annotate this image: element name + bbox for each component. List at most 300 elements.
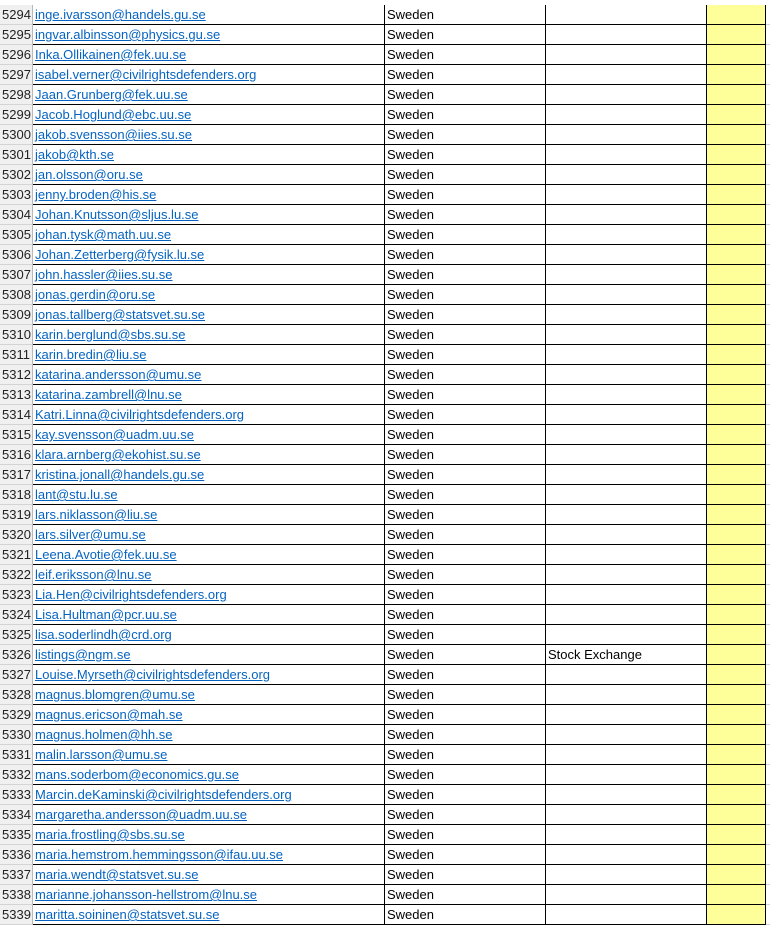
email-link-cell[interactable]: klara.arnberg@ekohist.su.se <box>33 445 385 465</box>
category-cell[interactable] <box>546 225 707 245</box>
category-cell[interactable] <box>546 445 707 465</box>
email-link-cell[interactable]: jakob.svensson@iies.su.se <box>33 125 385 145</box>
email-link-cell[interactable]: malin.larsson@umu.se <box>33 745 385 765</box>
country-cell[interactable]: Sweden <box>385 785 546 805</box>
highlighted-cell[interactable] <box>707 125 766 145</box>
email-link-cell[interactable]: Johan.Knutsson@sljus.lu.se <box>33 205 385 225</box>
row-number-header[interactable]: 5334 <box>0 805 33 825</box>
table-row <box>0 605 770 625</box>
table-row <box>0 165 770 185</box>
category-cell[interactable] <box>546 325 707 345</box>
country-cell[interactable]: Sweden <box>385 125 546 145</box>
next-column-cell[interactable] <box>766 785 770 805</box>
next-column-cell[interactable] <box>766 265 770 285</box>
country-cell[interactable]: Sweden <box>385 645 546 665</box>
table-row <box>0 225 770 245</box>
row-number-header[interactable]: 5318 <box>0 485 33 505</box>
country-cell[interactable]: Sweden <box>385 625 546 645</box>
highlighted-cell[interactable] <box>707 385 766 405</box>
category-cell[interactable] <box>546 385 707 405</box>
category-cell[interactable] <box>546 185 707 205</box>
country-cell[interactable]: Sweden <box>385 265 546 285</box>
next-column-cell[interactable] <box>766 225 770 245</box>
row-number-header[interactable]: 5312 <box>0 365 33 385</box>
next-column-cell[interactable] <box>766 45 770 65</box>
email-link-cell[interactable]: karin.berglund@sbs.su.se <box>33 325 385 345</box>
next-column-cell[interactable] <box>766 585 770 605</box>
highlighted-cell[interactable] <box>707 805 766 825</box>
next-column-cell[interactable] <box>766 465 770 485</box>
row-number-header[interactable]: 5338 <box>0 885 33 905</box>
row-number-header[interactable]: 5294 <box>0 5 33 25</box>
row-number-header[interactable]: 5320 <box>0 525 33 545</box>
email-link-cell[interactable]: katarina.zambrell@lnu.se <box>33 385 385 405</box>
category-cell[interactable] <box>546 685 707 705</box>
next-column-cell[interactable] <box>766 325 770 345</box>
category-cell[interactable] <box>546 825 707 845</box>
category-cell[interactable]: Stock Exchange <box>546 645 707 665</box>
category-cell[interactable] <box>546 805 707 825</box>
next-column-cell[interactable] <box>766 65 770 85</box>
highlighted-cell[interactable] <box>707 785 766 805</box>
next-column-cell[interactable] <box>766 285 770 305</box>
table-row <box>0 765 770 785</box>
email-link-cell[interactable]: magnus.ericson@mah.se <box>33 705 385 725</box>
highlighted-cell[interactable] <box>707 45 766 65</box>
category-cell[interactable] <box>546 245 707 265</box>
highlighted-cell[interactable] <box>707 225 766 245</box>
email-link-cell[interactable]: kay.svensson@uadm.uu.se <box>33 425 385 445</box>
table-row <box>0 785 770 805</box>
country-cell[interactable]: Sweden <box>385 725 546 745</box>
highlighted-cell[interactable] <box>707 465 766 485</box>
table-row <box>0 845 770 865</box>
category-cell[interactable] <box>546 425 707 445</box>
next-column-cell[interactable] <box>766 205 770 225</box>
email-link-cell[interactable]: lant@stu.lu.se <box>33 485 385 505</box>
country-cell[interactable]: Sweden <box>385 565 546 585</box>
row-number-header[interactable]: 5329 <box>0 705 33 725</box>
category-cell[interactable] <box>546 65 707 85</box>
row-number-header[interactable]: 5314 <box>0 405 33 425</box>
next-column-cell[interactable] <box>766 5 770 25</box>
next-column-cell[interactable] <box>766 505 770 525</box>
next-column-cell[interactable] <box>766 385 770 405</box>
table-row <box>0 125 770 145</box>
category-cell[interactable] <box>546 125 707 145</box>
email-link-cell[interactable]: listings@ngm.se <box>33 645 385 665</box>
email-link-cell[interactable]: isabel.verner@civilrightsdefenders.org <box>33 65 385 85</box>
country-cell[interactable]: Sweden <box>385 185 546 205</box>
row-number-header[interactable]: 5295 <box>0 25 33 45</box>
row-number-header[interactable]: 5317 <box>0 465 33 485</box>
highlighted-cell[interactable] <box>707 5 766 25</box>
table-row <box>0 405 770 425</box>
highlighted-cell[interactable] <box>707 725 766 745</box>
row-number-header[interactable]: 5319 <box>0 505 33 525</box>
row-number-header[interactable]: 5297 <box>0 65 33 85</box>
next-column-cell[interactable] <box>766 405 770 425</box>
email-link-cell[interactable]: leif.eriksson@lnu.se <box>33 565 385 585</box>
category-cell[interactable] <box>546 565 707 585</box>
row-number-header[interactable]: 5309 <box>0 305 33 325</box>
country-cell[interactable]: Sweden <box>385 585 546 605</box>
table-row <box>0 485 770 505</box>
next-column-cell[interactable] <box>766 125 770 145</box>
email-link-cell[interactable]: inge.ivarsson@handels.gu.se <box>33 5 385 25</box>
table-row <box>0 425 770 445</box>
email-link-cell[interactable]: jakob@kth.se <box>33 145 385 165</box>
country-cell[interactable]: Sweden <box>385 285 546 305</box>
next-column-cell[interactable] <box>766 105 770 125</box>
email-link-cell[interactable]: mans.soderbom@economics.gu.se <box>33 765 385 785</box>
email-link-cell[interactable]: maritta.soininen@statsvet.su.se <box>33 905 385 925</box>
category-cell[interactable] <box>546 745 707 765</box>
country-cell[interactable]: Sweden <box>385 245 546 265</box>
country-cell[interactable]: Sweden <box>385 345 546 365</box>
category-cell[interactable] <box>546 705 707 725</box>
category-cell[interactable] <box>546 545 707 565</box>
highlighted-cell[interactable] <box>707 545 766 565</box>
row-number-header[interactable]: 5336 <box>0 845 33 865</box>
category-cell[interactable] <box>546 365 707 385</box>
category-cell[interactable] <box>546 105 707 125</box>
category-cell[interactable] <box>546 885 707 905</box>
country-cell[interactable]: Sweden <box>385 5 546 25</box>
next-column-cell[interactable] <box>766 545 770 565</box>
email-link-cell[interactable]: john.hassler@iies.su.se <box>33 265 385 285</box>
row-number-header[interactable]: 5310 <box>0 325 33 345</box>
country-cell[interactable]: Sweden <box>385 845 546 865</box>
row-number-header[interactable]: 5316 <box>0 445 33 465</box>
category-cell[interactable] <box>546 5 707 25</box>
email-link-cell[interactable]: jonas.tallberg@statsvet.su.se <box>33 305 385 325</box>
category-cell[interactable] <box>546 625 707 645</box>
email-link-cell[interactable]: Louise.Myrseth@civilrightsdefenders.org <box>33 665 385 685</box>
country-cell[interactable]: Sweden <box>385 765 546 785</box>
row-number-header[interactable]: 5331 <box>0 745 33 765</box>
email-link-cell[interactable]: lars.niklasson@liu.se <box>33 505 385 525</box>
row-number-header[interactable]: 5325 <box>0 625 33 645</box>
country-cell[interactable]: Sweden <box>385 685 546 705</box>
table-row <box>0 385 770 405</box>
highlighted-cell[interactable] <box>707 685 766 705</box>
category-cell[interactable] <box>546 45 707 65</box>
country-cell[interactable]: Sweden <box>385 45 546 65</box>
email-link-cell[interactable]: kristina.jonall@handels.gu.se <box>33 465 385 485</box>
next-column-cell[interactable] <box>766 145 770 165</box>
next-column-cell[interactable] <box>766 765 770 785</box>
table-row <box>0 905 770 925</box>
table-row <box>0 325 770 345</box>
next-column-cell[interactable] <box>766 825 770 845</box>
email-link-cell[interactable]: Lia.Hen@civilrightsdefenders.org <box>33 585 385 605</box>
next-column-cell[interactable] <box>766 625 770 645</box>
highlighted-cell[interactable] <box>707 445 766 465</box>
next-column-cell[interactable] <box>766 805 770 825</box>
table-row <box>0 545 770 565</box>
highlighted-cell[interactable] <box>707 505 766 525</box>
next-column-cell[interactable] <box>766 665 770 685</box>
next-column-cell[interactable] <box>766 85 770 105</box>
category-cell[interactable] <box>546 485 707 505</box>
category-cell[interactable] <box>546 205 707 225</box>
country-cell[interactable]: Sweden <box>385 105 546 125</box>
email-link-cell[interactable]: katarina.andersson@umu.se <box>33 365 385 385</box>
next-column-cell[interactable] <box>766 245 770 265</box>
row-number-header[interactable]: 5305 <box>0 225 33 245</box>
highlighted-cell[interactable] <box>707 345 766 365</box>
highlighted-cell[interactable] <box>707 205 766 225</box>
row-number-header[interactable]: 5326 <box>0 645 33 665</box>
category-cell[interactable] <box>546 865 707 885</box>
email-link-cell[interactable]: Inka.Ollikainen@fek.uu.se <box>33 45 385 65</box>
next-column-cell[interactable] <box>766 525 770 545</box>
row-number-header[interactable]: 5335 <box>0 825 33 845</box>
highlighted-cell[interactable] <box>707 265 766 285</box>
row-number-header[interactable]: 5313 <box>0 385 33 405</box>
highlighted-cell[interactable] <box>707 665 766 685</box>
highlighted-cell[interactable] <box>707 765 766 785</box>
table-row <box>0 65 770 85</box>
next-column-cell[interactable] <box>766 705 770 725</box>
email-link-cell[interactable]: maria.hemstrom.hemmingsson@ifau.uu.se <box>33 845 385 865</box>
email-link-cell[interactable]: lars.silver@umu.se <box>33 525 385 545</box>
row-number-header[interactable]: 5315 <box>0 425 33 445</box>
highlighted-cell[interactable] <box>707 405 766 425</box>
country-cell[interactable]: Sweden <box>385 805 546 825</box>
country-cell[interactable]: Sweden <box>385 165 546 185</box>
highlighted-cell[interactable] <box>707 865 766 885</box>
category-cell[interactable] <box>546 785 707 805</box>
highlighted-cell[interactable] <box>707 705 766 725</box>
category-cell[interactable] <box>546 265 707 285</box>
email-link-cell[interactable]: margaretha.andersson@uadm.uu.se <box>33 805 385 825</box>
table-row <box>0 245 770 265</box>
email-link-cell[interactable]: maria.frostling@sbs.su.se <box>33 825 385 845</box>
row-number-header[interactable]: 5302 <box>0 165 33 185</box>
category-cell[interactable] <box>546 905 707 925</box>
highlighted-cell[interactable] <box>707 485 766 505</box>
category-cell[interactable] <box>546 525 707 545</box>
email-link-cell[interactable]: ingvar.albinsson@physics.gu.se <box>33 25 385 45</box>
category-cell[interactable] <box>546 765 707 785</box>
next-column-cell[interactable] <box>766 905 770 925</box>
country-cell[interactable]: Sweden <box>385 425 546 445</box>
table-row <box>0 805 770 825</box>
table-row <box>0 865 770 885</box>
country-cell[interactable]: Sweden <box>385 25 546 45</box>
email-link-cell[interactable]: Lisa.Hultman@pcr.uu.se <box>33 605 385 625</box>
email-link-cell[interactable]: maria.wendt@statsvet.su.se <box>33 865 385 885</box>
highlighted-cell[interactable] <box>707 305 766 325</box>
row-number-header[interactable]: 5330 <box>0 725 33 745</box>
highlighted-cell[interactable] <box>707 285 766 305</box>
next-column-cell[interactable] <box>766 365 770 385</box>
next-column-cell[interactable] <box>766 25 770 45</box>
next-column-cell[interactable] <box>766 725 770 745</box>
email-link-cell[interactable]: karin.bredin@liu.se <box>33 345 385 365</box>
category-cell[interactable] <box>546 165 707 185</box>
category-cell[interactable] <box>546 845 707 865</box>
country-cell[interactable]: Sweden <box>385 145 546 165</box>
category-cell[interactable] <box>546 85 707 105</box>
country-cell[interactable]: Sweden <box>385 65 546 85</box>
row-number-header[interactable]: 5324 <box>0 605 33 625</box>
row-number-header[interactable]: 5303 <box>0 185 33 205</box>
country-cell[interactable]: Sweden <box>385 745 546 765</box>
row-number-header[interactable]: 5321 <box>0 545 33 565</box>
country-cell[interactable]: Sweden <box>385 465 546 485</box>
next-column-cell[interactable] <box>766 305 770 325</box>
row-number-header[interactable]: 5328 <box>0 685 33 705</box>
next-column-cell[interactable] <box>766 845 770 865</box>
row-number-header[interactable]: 5322 <box>0 565 33 585</box>
highlighted-cell[interactable] <box>707 165 766 185</box>
email-link-cell[interactable]: Leena.Avotie@fek.uu.se <box>33 545 385 565</box>
table-row <box>0 265 770 285</box>
country-cell[interactable]: Sweden <box>385 505 546 525</box>
country-cell[interactable]: Sweden <box>385 705 546 725</box>
row-number-header[interactable]: 5323 <box>0 585 33 605</box>
email-link-cell[interactable]: lisa.soderlindh@crd.org <box>33 625 385 645</box>
highlighted-cell[interactable] <box>707 365 766 385</box>
highlighted-cell[interactable] <box>707 845 766 865</box>
email-link-cell[interactable]: Jacob.Hoglund@ebc.uu.se <box>33 105 385 125</box>
country-cell[interactable]: Sweden <box>385 85 546 105</box>
category-cell[interactable] <box>546 25 707 45</box>
category-cell[interactable] <box>546 605 707 625</box>
country-cell[interactable]: Sweden <box>385 205 546 225</box>
category-cell[interactable] <box>546 505 707 525</box>
email-link-cell[interactable]: Jaan.Grunberg@fek.uu.se <box>33 85 385 105</box>
row-number-header[interactable]: 5298 <box>0 85 33 105</box>
country-cell[interactable]: Sweden <box>385 325 546 345</box>
highlighted-cell[interactable] <box>707 25 766 45</box>
next-column-cell[interactable] <box>766 685 770 705</box>
row-number-header[interactable]: 5304 <box>0 205 33 225</box>
category-cell[interactable] <box>546 405 707 425</box>
highlighted-cell[interactable] <box>707 905 766 925</box>
highlighted-cell[interactable] <box>707 745 766 765</box>
country-cell[interactable]: Sweden <box>385 605 546 625</box>
next-column-cell[interactable] <box>766 165 770 185</box>
country-cell[interactable]: Sweden <box>385 865 546 885</box>
category-cell[interactable] <box>546 725 707 745</box>
email-link-cell[interactable]: Marcin.deKaminski@civilrightsdefenders.org <box>33 785 385 805</box>
row-number-header[interactable]: 5339 <box>0 905 33 925</box>
row-number-header[interactable]: 5307 <box>0 265 33 285</box>
country-cell[interactable]: Sweden <box>385 885 546 905</box>
email-link-cell[interactable]: Johan.Zetterberg@fysik.lu.se <box>33 245 385 265</box>
highlighted-cell[interactable] <box>707 325 766 345</box>
row-number-header[interactable]: 5296 <box>0 45 33 65</box>
highlighted-cell[interactable] <box>707 645 766 665</box>
next-column-cell[interactable] <box>766 445 770 465</box>
highlighted-cell[interactable] <box>707 185 766 205</box>
row-number-header[interactable]: 5311 <box>0 345 33 365</box>
next-column-cell[interactable] <box>766 605 770 625</box>
row-number-header[interactable]: 5301 <box>0 145 33 165</box>
country-cell[interactable]: Sweden <box>385 385 546 405</box>
email-link-cell[interactable]: Katri.Linna@civilrightsdefenders.org <box>33 405 385 425</box>
highlighted-cell[interactable] <box>707 65 766 85</box>
highlighted-cell[interactable] <box>707 885 766 905</box>
category-cell[interactable] <box>546 145 707 165</box>
row-number-header[interactable]: 5327 <box>0 665 33 685</box>
category-cell[interactable] <box>546 585 707 605</box>
next-column-cell[interactable] <box>766 645 770 665</box>
next-column-cell[interactable] <box>766 745 770 765</box>
country-cell[interactable]: Sweden <box>385 225 546 245</box>
row-number-header[interactable]: 5333 <box>0 785 33 805</box>
next-column-cell[interactable] <box>766 865 770 885</box>
email-link-cell[interactable]: marianne.johansson-hellstrom@lnu.se <box>33 885 385 905</box>
row-number-header[interactable]: 5306 <box>0 245 33 265</box>
country-cell[interactable]: Sweden <box>385 305 546 325</box>
category-cell[interactable] <box>546 465 707 485</box>
next-column-cell[interactable] <box>766 345 770 365</box>
next-column-cell[interactable] <box>766 185 770 205</box>
highlighted-cell[interactable] <box>707 825 766 845</box>
table-row <box>0 285 770 305</box>
highlighted-cell[interactable] <box>707 85 766 105</box>
highlighted-cell[interactable] <box>707 565 766 585</box>
email-link-cell[interactable]: johan.tysk@math.uu.se <box>33 225 385 245</box>
next-column-cell[interactable] <box>766 425 770 445</box>
category-cell[interactable] <box>546 285 707 305</box>
category-cell[interactable] <box>546 665 707 685</box>
row-number-header[interactable]: 5332 <box>0 765 33 785</box>
country-cell[interactable]: Sweden <box>385 665 546 685</box>
row-number-header[interactable]: 5299 <box>0 105 33 125</box>
highlighted-cell[interactable] <box>707 425 766 445</box>
email-link-cell[interactable]: jonas.gerdin@oru.se <box>33 285 385 305</box>
highlighted-cell[interactable] <box>707 625 766 645</box>
email-link-cell[interactable]: jan.olsson@oru.se <box>33 165 385 185</box>
table-row <box>0 445 770 465</box>
country-cell[interactable]: Sweden <box>385 365 546 385</box>
highlighted-cell[interactable] <box>707 245 766 265</box>
email-link-cell[interactable]: magnus.blomgren@umu.se <box>33 685 385 705</box>
highlighted-cell[interactable] <box>707 525 766 545</box>
country-cell[interactable]: Sweden <box>385 905 546 925</box>
email-link-cell[interactable]: jenny.broden@his.se <box>33 185 385 205</box>
email-link-cell[interactable]: magnus.holmen@hh.se <box>33 725 385 745</box>
country-cell[interactable]: Sweden <box>385 485 546 505</box>
row-number-header[interactable]: 5300 <box>0 125 33 145</box>
next-column-cell[interactable] <box>766 565 770 585</box>
next-column-cell[interactable] <box>766 885 770 905</box>
next-column-cell[interactable] <box>766 485 770 505</box>
category-cell[interactable] <box>546 305 707 325</box>
country-cell[interactable]: Sweden <box>385 445 546 465</box>
country-cell[interactable]: Sweden <box>385 405 546 425</box>
row-number-header[interactable]: 5337 <box>0 865 33 885</box>
highlighted-cell[interactable] <box>707 605 766 625</box>
country-cell[interactable]: Sweden <box>385 525 546 545</box>
highlighted-cell[interactable] <box>707 145 766 165</box>
country-cell[interactable]: Sweden <box>385 545 546 565</box>
country-cell[interactable]: Sweden <box>385 825 546 845</box>
highlighted-cell[interactable] <box>707 105 766 125</box>
row-number-header[interactable]: 5308 <box>0 285 33 305</box>
highlighted-cell[interactable] <box>707 585 766 605</box>
table-row <box>0 705 770 725</box>
category-cell[interactable] <box>546 345 707 365</box>
table-row <box>0 305 770 325</box>
table-row <box>0 85 770 105</box>
